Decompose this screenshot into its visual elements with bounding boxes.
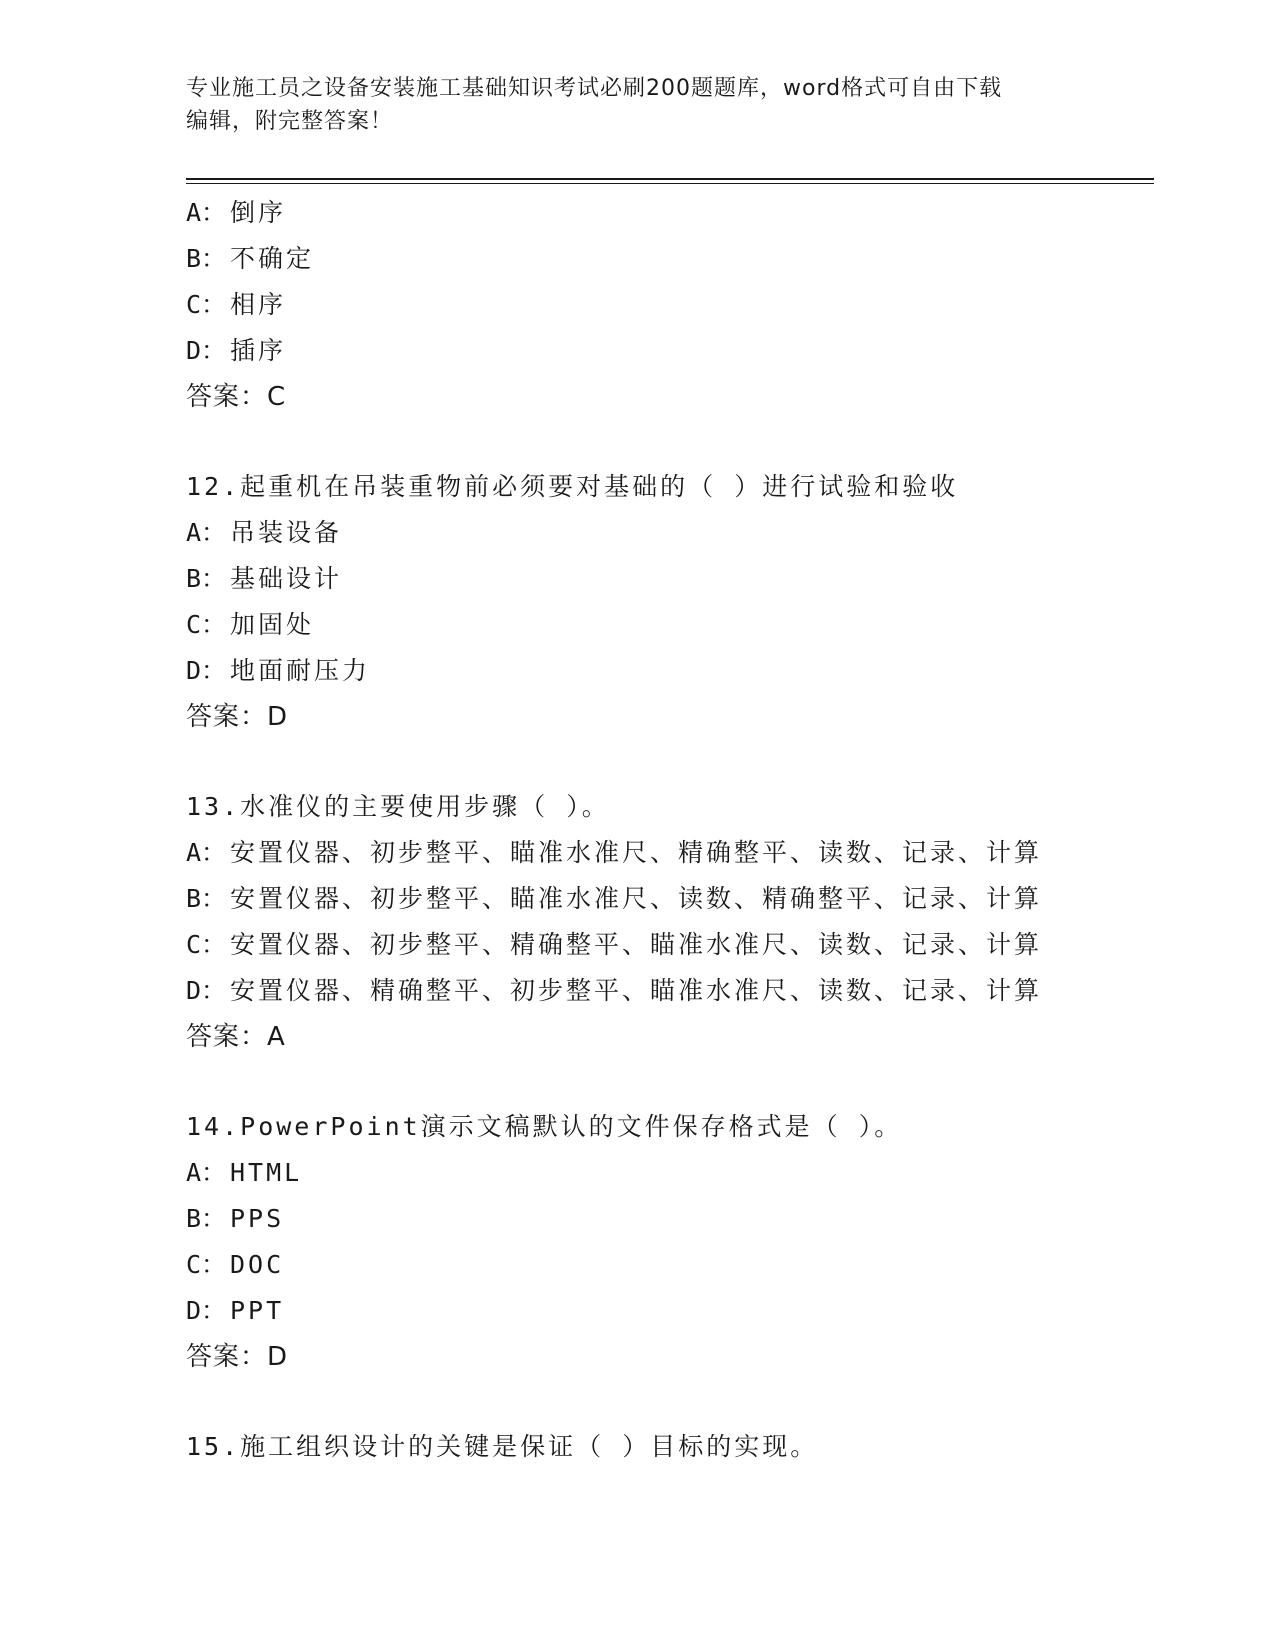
option-text: 相序 [230,290,287,319]
question-block-12 [186,464,1146,740]
option-key: C： [186,1250,227,1279]
option-text: 不确定 [230,244,315,273]
option-key: D： [186,1296,227,1325]
option-key: B： [186,1204,227,1233]
answer-line: 答案：D [186,702,289,732]
option-key: D： [186,656,227,685]
question-block-15 [186,1424,1146,1470]
option-line [186,602,1146,648]
option-text: 安置仪器、初步整平、精确整平、瞄准水准尺、读数、记录、计算 [230,930,1043,959]
option-line [186,1196,1146,1242]
question-stem: 14.PowerPoint演示文稿默认的文件保存格式是（ ）。 [186,1112,903,1141]
option-line [186,1150,1146,1196]
question-block-11 [186,190,1146,420]
option-key: C： [186,930,227,959]
question-list [186,190,1146,1470]
option-line [186,510,1146,556]
option-text: 安置仪器、初步整平、瞄准水准尺、精确整平、读数、记录、计算 [230,838,1043,867]
question-stem: 15.施工组织设计的关键是保证（ ）目标的实现。 [186,1432,819,1461]
option-key: B： [186,244,227,273]
option-text: 倒序 [230,198,287,227]
option-key: C： [186,610,227,639]
option-line [186,1288,1146,1334]
option-text: 地面耐压力 [230,656,371,685]
document-header [186,72,1066,138]
question-stem: 12.起重机在吊装重物前必须要对基础的（ ）进行试验和验收 [186,472,959,501]
option-text: HTML [230,1158,303,1187]
option-key: B： [186,564,227,593]
option-text: 安置仪器、初步整平、瞄准水准尺、读数、精确整平、记录、计算 [230,884,1043,913]
question-block-14 [186,1104,1146,1380]
option-text: DOC [230,1250,285,1279]
question-block-13 [186,784,1146,1060]
option-key: D： [186,336,227,365]
option-line [186,968,1146,1014]
option-line [186,282,1146,328]
option-key: D： [186,976,227,1005]
option-text: 基础设计 [230,564,343,593]
option-key: A： [186,1158,227,1187]
option-text: 插序 [230,336,287,365]
header-title-line-1: 专业施工员之设备安装施工基础知识考试必刷200题题库，word格式可自由下载 [186,76,1003,101]
option-text: 安置仪器、精确整平、初步整平、瞄准水准尺、读数、记录、计算 [230,976,1043,1005]
header-divider [186,178,1154,180]
option-key: A： [186,198,227,227]
option-line [186,648,1146,694]
option-line [186,190,1146,236]
option-line [186,876,1146,922]
option-text: PPS [230,1204,285,1233]
answer-line: 答案：C [186,382,287,412]
option-key: A： [186,518,227,547]
option-line [186,1242,1146,1288]
option-key: C： [186,290,227,319]
option-key: A： [186,838,227,867]
option-line [186,922,1146,968]
option-line [186,556,1146,602]
option-line [186,830,1146,876]
header-title-line-2: 编辑，附完整答案！ [186,109,394,134]
option-line [186,328,1146,374]
option-text: 加固处 [230,610,315,639]
question-stem: 13.水准仪的主要使用步骤（ ）。 [186,792,610,821]
answer-line: 答案：A [186,1022,286,1052]
option-text: PPT [230,1296,285,1325]
option-key: B： [186,884,227,913]
option-text: 吊装设备 [230,518,343,547]
header-divider-secondary [186,183,1154,184]
option-line [186,236,1146,282]
answer-line: 答案：D [186,1342,289,1372]
